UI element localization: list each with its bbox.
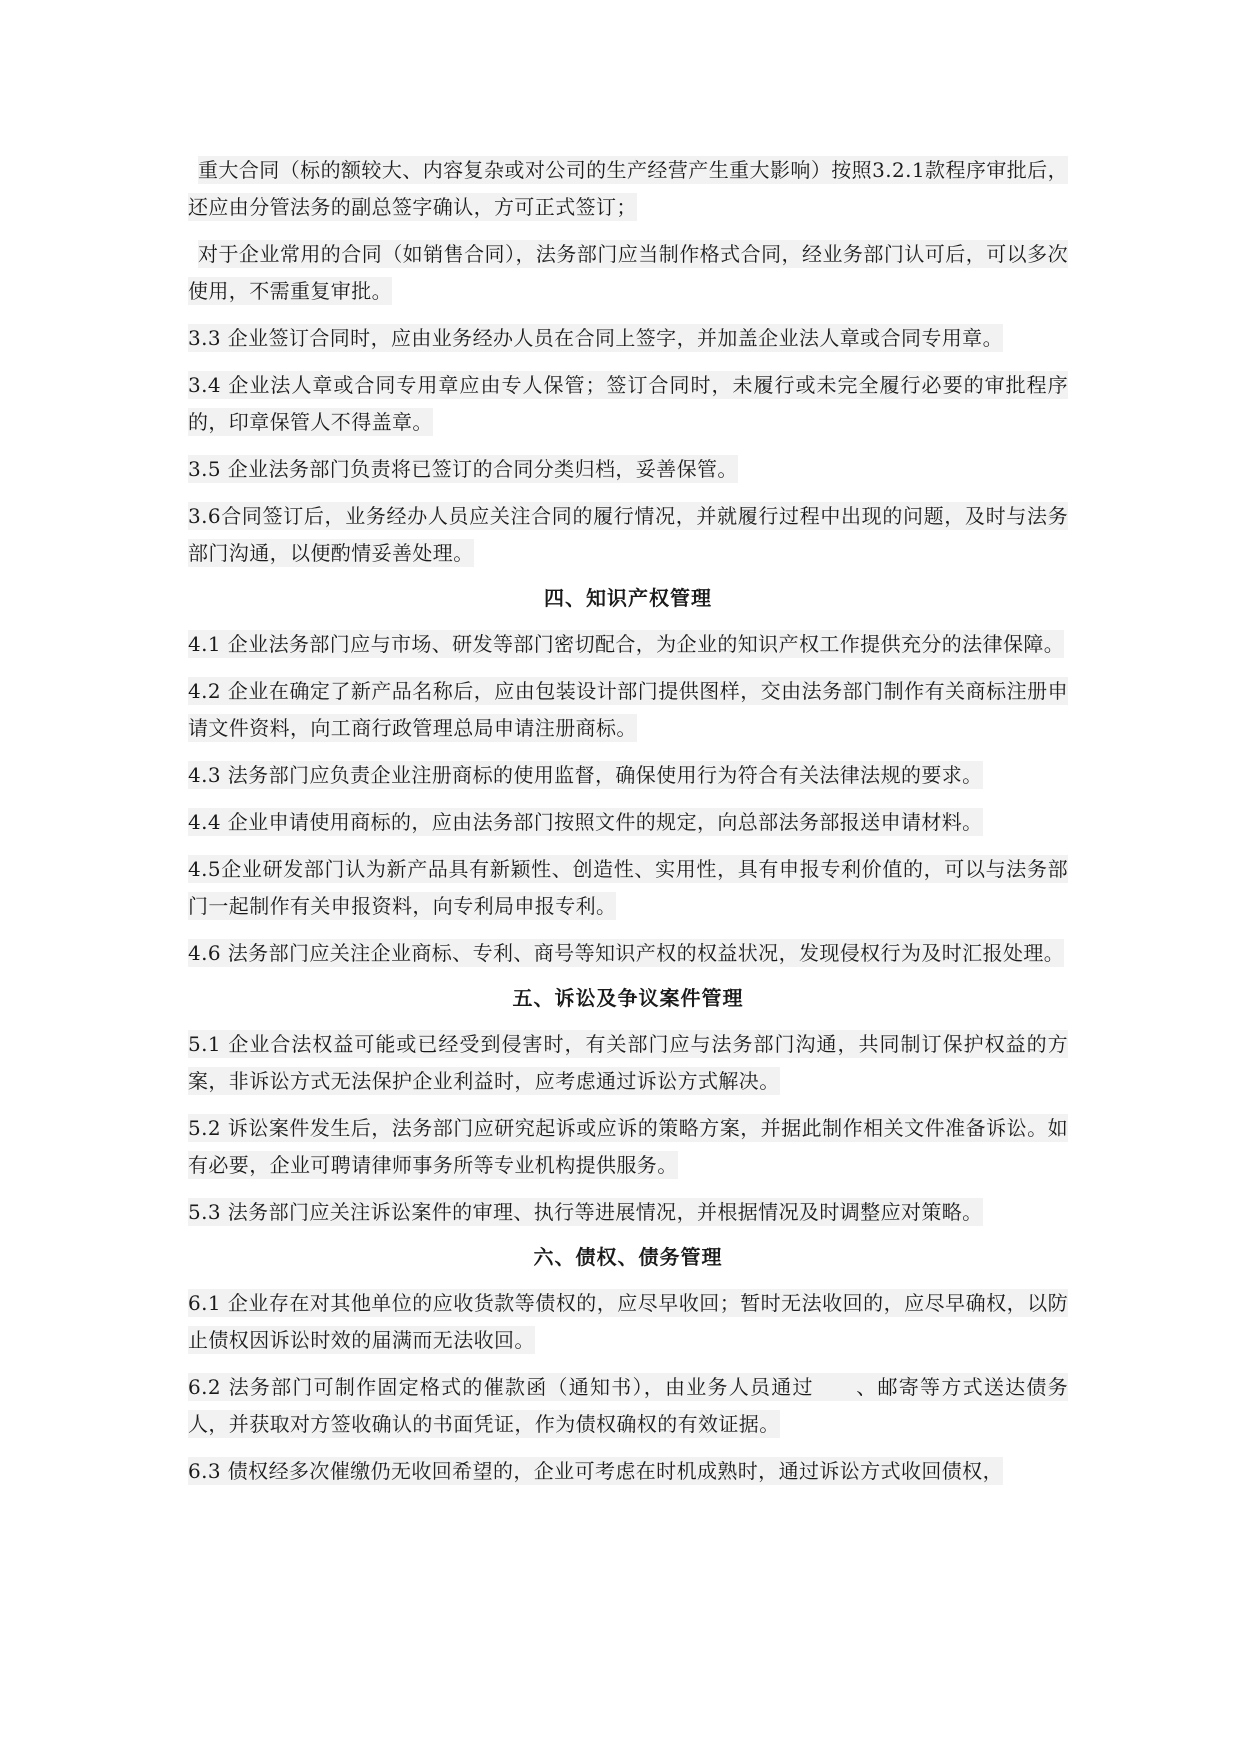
paragraph-text: 6.1 企业存在对其他单位的应收货款等债权的，应尽早收回；暂时无法收回的，应尽早确权，以防止债权因诉讼时效的届满而无法收回。 — [188, 1291, 1068, 1352]
paragraph-text: 6.2 法务部门可制作固定格式的催款函（通知书），由业务人员通过 、邮寄等方式送达债务人，并获取对方签收确认的书面凭证，作为债权确权的有效证据。 — [188, 1375, 1068, 1436]
paragraph-text: 5.2 诉讼案件发生后，法务部门应研究起诉或应诉的策略方案，并据此制作相关文件准备诉讼。如有必要，企业可聘请律师事务所等专业机构提供服务。 — [188, 1116, 1068, 1177]
section-heading: 四、知识产权管理 — [544, 586, 712, 610]
paragraph-text: 6.3 债权经多次催缴仍无收回希望的，企业可考虑在时机成熟时，通过诉讼方式收回债权， — [188, 1459, 1003, 1483]
paragraph-text: 4.2 企业在确定了新产品名称后，应由包装设计部门提供图样，交由法务部门制作有关商标注册申请文件资料，向工商行政管理总局申请注册商标。 — [188, 679, 1068, 740]
paragraph-text: 对于企业常用的合同（如销售合同），法务部门应当制作格式合同，经业务部门认可后，可以多次使用，不需重复审批。 — [188, 242, 1068, 303]
paragraph — [188, 236, 1068, 310]
paragraph-text: 4.5企业研发部门认为新产品具有新颖性、创造性、实用性，具有申报专利价值的，可以与法务部门一起制作有关申报资料，向专利局申报专利。 — [188, 857, 1068, 918]
paragraph-text: 重大合同（标的额较大、内容复杂或对公司的生产经营产生重大影响）按照3.2.1款程序审批后，还应由分管法务的副总签字确认，方可正式签订； — [188, 158, 1068, 219]
paragraph — [188, 451, 1068, 488]
paragraph-text: 4.1 企业法务部门应与市场、研发等部门密切配合，为企业的知识产权工作提供充分的法律保障。 — [188, 632, 1065, 656]
paragraph-text: 4.6 法务部门应关注企业商标、专利、商号等知识产权的权益状况，发现侵权行为及时汇报处理。 — [188, 941, 1065, 965]
paragraph — [188, 935, 1068, 972]
paragraph — [188, 1110, 1068, 1184]
paragraph — [188, 1026, 1068, 1100]
paragraph-text: 3.4 企业法人章或合同专用章应由专人保管；签订合同时，未履行或未完全履行必要的审批程序的，印章保管人不得盖章。 — [188, 373, 1068, 434]
paragraph — [188, 673, 1068, 747]
paragraph-text: 3.3 企业签订合同时，应由业务经办人员在合同上签字，并加盖企业法人章或合同专用章。 — [188, 326, 1003, 350]
paragraph — [188, 851, 1068, 925]
paragraph — [188, 804, 1068, 841]
paragraph-text: 3.5 企业法务部门负责将已签订的合同分类归档，妥善保管。 — [188, 457, 738, 481]
paragraph-text: 5.1 企业合法权益可能或已经受到侵害时，有关部门应与法务部门沟通，共同制订保护权益的方案，非诉讼方式无法保护企业利益时，应考虑通过诉讼方式解决。 — [188, 1032, 1068, 1093]
section-heading: 五、诉讼及争议案件管理 — [512, 986, 744, 1010]
paragraph — [188, 498, 1068, 572]
paragraph — [188, 1285, 1068, 1359]
paragraph — [188, 367, 1068, 441]
paragraph-text: 3.6合同签订后，业务经办人员应关注合同的履行情况，并就履行过程中出现的问题，及时与法务部门沟通，以便酌情妥善处理。 — [188, 504, 1068, 565]
paragraph — [188, 152, 1068, 226]
paragraph — [188, 320, 1068, 357]
document-body — [188, 152, 1068, 1500]
paragraph — [188, 1194, 1068, 1231]
paragraph — [188, 1369, 1068, 1443]
paragraph — [188, 1453, 1068, 1490]
paragraph-text: 5.3 法务部门应关注诉讼案件的审理、执行等进展情况，并根据情况及时调整应对策略。 — [188, 1200, 983, 1224]
section-heading: 六、债权、债务管理 — [533, 1245, 723, 1269]
paragraph-text: 4.3 法务部门应负责企业注册商标的使用监督，确保使用行为符合有关法律法规的要求。 — [188, 763, 983, 787]
paragraph-text: 4.4 企业申请使用商标的，应由法务部门按照文件的规定，向总部法务部报送申请材料。 — [188, 810, 983, 834]
paragraph — [188, 626, 1068, 663]
paragraph — [188, 757, 1068, 794]
